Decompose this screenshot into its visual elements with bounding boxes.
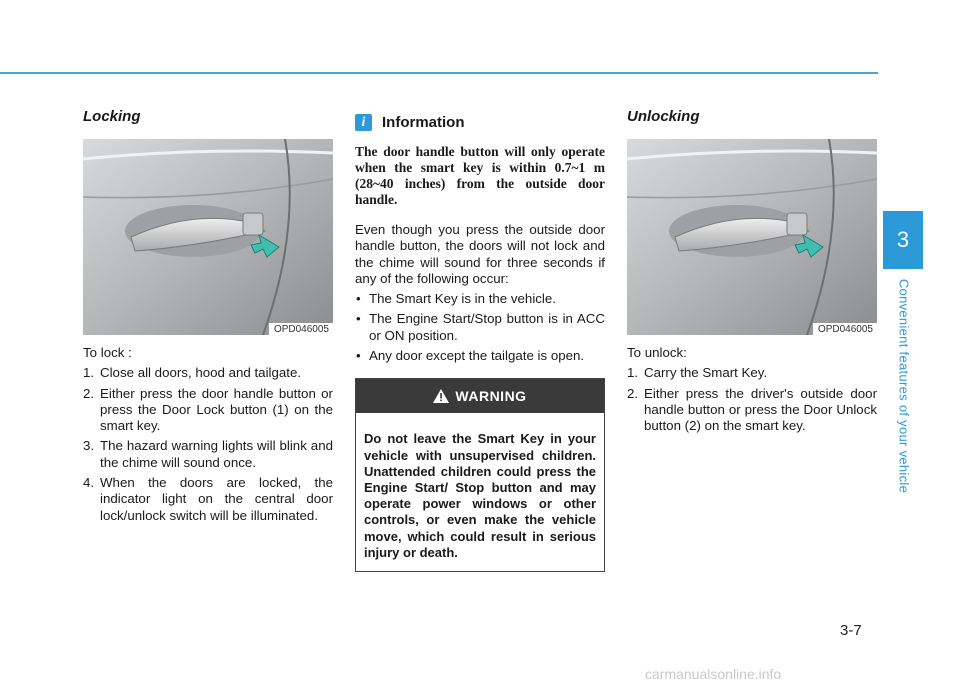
chapter-tab bbox=[883, 211, 923, 269]
unlocking-step: 1. Carry the Smart Key. bbox=[627, 365, 768, 381]
watermark: carmanualsonline.info bbox=[645, 666, 782, 682]
page-number: 3-7 bbox=[840, 622, 862, 639]
locking-intro: To lock : bbox=[83, 345, 132, 360]
information-bullets bbox=[355, 291, 605, 364]
unlocking-image-code: OPD046005 bbox=[813, 323, 877, 335]
unlocking-body bbox=[627, 345, 877, 434]
information-paragraph: Even though you press the outside door handle button, the doors will not lock and the chime will sound for three seconds if any of the following occur: bbox=[355, 222, 605, 286]
info-icon: i bbox=[355, 114, 372, 131]
information-bullet: • The Engine Start/Stop button is in ACC or ON position. bbox=[356, 311, 605, 343]
locking-step: 3. The hazard warning lights will blink and the chime will sound once. bbox=[83, 438, 333, 470]
information-section bbox=[355, 104, 605, 572]
warning-box bbox=[355, 378, 605, 572]
warning-body: Do not leave the Smart Key in your vehicle with unsupervised children. Unattended children could press the Engine Start/ Stop button and may operate power windows or other controls, or even make the vehicle move, which could result in serious injury or death. bbox=[364, 431, 596, 560]
locking-section bbox=[83, 108, 333, 528]
warning-title: WARNING bbox=[455, 388, 527, 405]
chapter-title: Convenient features of your vehicle bbox=[896, 278, 912, 494]
locking-image-code: OPD046005 bbox=[269, 323, 333, 335]
unlocking-section bbox=[627, 108, 877, 438]
information-header bbox=[355, 110, 605, 134]
locking-heading: Locking bbox=[83, 108, 141, 125]
unlocking-steps bbox=[627, 365, 877, 434]
information-title: Information bbox=[382, 113, 465, 131]
information-bold-text: The door handle button will only operate when the smart key is within 0.7~1 m (28~40 inches) from the outside door handle. bbox=[355, 144, 605, 207]
unlocking-step: 2. Either press the driver's outside door handle button or press the Door Unlock button (2) on the smart key. bbox=[627, 385, 877, 434]
unlocking-door-handle-image bbox=[627, 139, 877, 335]
warning-header bbox=[356, 379, 604, 413]
information-bullet: • The Smart Key is in the vehicle. bbox=[356, 291, 556, 307]
unlocking-intro: To unlock: bbox=[627, 345, 687, 360]
information-bullet: • Any door except the tailgate is open. bbox=[356, 348, 585, 364]
chapter-title-vertical bbox=[891, 271, 917, 501]
top-rule bbox=[0, 72, 878, 74]
locking-body bbox=[83, 345, 333, 524]
locking-step: 2. Either press the door handle button or press the Door Lock button (1) on the smart key. bbox=[83, 385, 333, 434]
locking-steps bbox=[83, 365, 333, 524]
unlocking-heading: Unlocking bbox=[627, 108, 700, 125]
chapter-number: 3 bbox=[896, 227, 910, 252]
locking-door-handle-image bbox=[83, 139, 333, 335]
locking-step: 4. When the doors are locked, the indicator light on the central door lock/unlock switch will be illuminated. bbox=[83, 475, 333, 523]
locking-step: 1. Close all doors, hood and tailgate. bbox=[83, 365, 302, 381]
warning-triangle-icon bbox=[433, 389, 449, 403]
